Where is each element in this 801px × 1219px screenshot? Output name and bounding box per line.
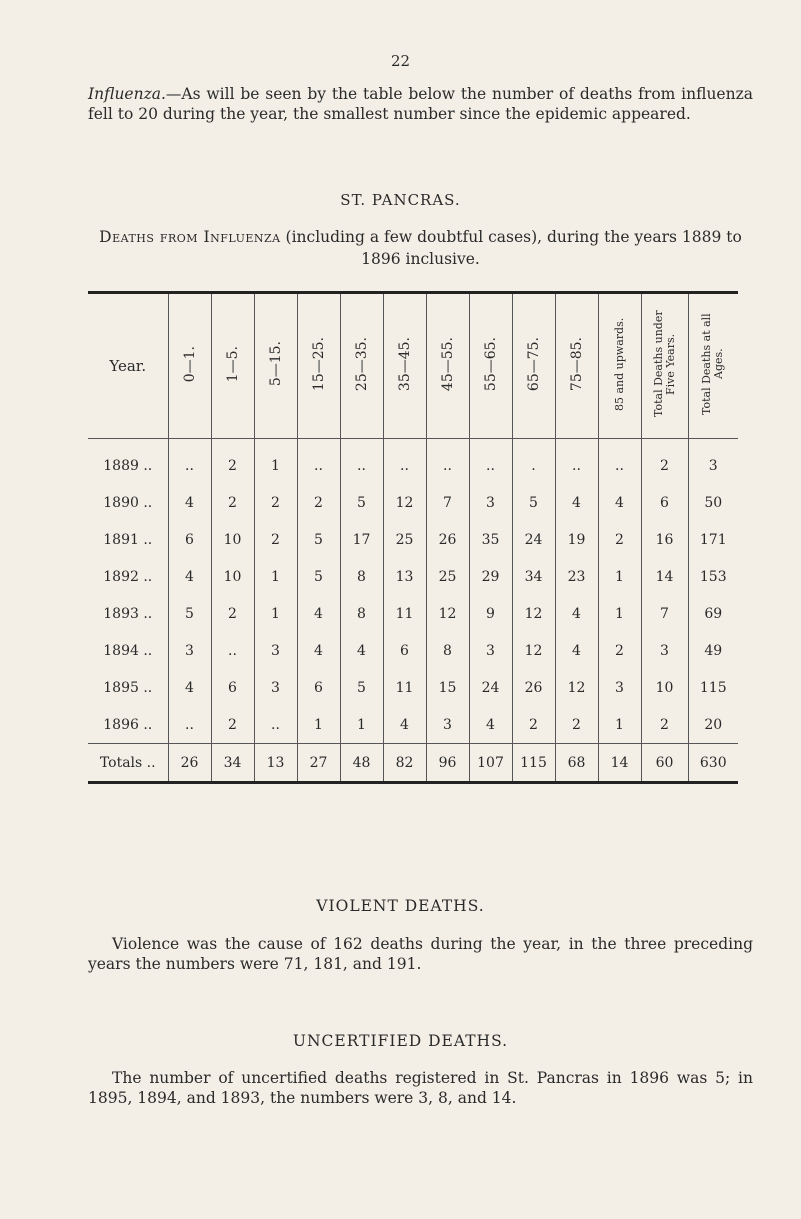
table-cell: 8 [426,632,469,669]
table-body [88,439,738,783]
column-header: 65—75. [512,293,555,439]
table-cell: 27 [297,744,340,783]
year-cell: 1889 .. [103,457,153,474]
influenza-deaths-table [88,291,738,784]
table-cell: 4 [555,595,598,632]
column-header: Year. [88,293,168,439]
year-cell: 1890 .. [103,494,153,511]
table-cell: 10 [211,521,254,558]
table-row [88,595,738,632]
uncertified-deaths-text: The number of uncertified deaths registered in St. Pancras in 1896 was 5; in 1895, 1894, and 1893, the numbers were 3, 8, and 14. [88,1069,753,1107]
table-cell: 9 [469,595,512,632]
table-cell: 5 [512,484,555,521]
table-cell: 69 [688,595,738,632]
table-cell: 34 [211,744,254,783]
table-cell: 630 [688,744,738,783]
table-cell: 4 [340,632,383,669]
table-cell: 2 [211,595,254,632]
table-row [88,484,738,521]
table-cell: 2 [211,484,254,521]
page-number: 22 [390,52,411,70]
district-heading: ST. PANCRAS. [340,191,461,209]
table-cell: 17 [340,521,383,558]
table-cell: 6 [641,484,688,521]
column-header: 45—55. [426,293,469,439]
table-cell: 4 [297,632,340,669]
table-cell: 26 [512,669,555,706]
table-cell: 1 [598,706,641,744]
table-cell: .. [555,439,598,485]
table-cell: 4 [555,484,598,521]
table-cell: 4 [598,484,641,521]
caption-rest: (including a few doubtful cases), during the years 1889 to 1896 inclusive. [280,228,742,268]
table-cell: 1 [254,439,297,485]
table-cell: 2 [211,439,254,485]
table-cell: .. [469,439,512,485]
table-cell: 3 [469,484,512,521]
table-cell: 3 [641,632,688,669]
year-cell: 1892 .. [103,568,153,585]
table-cell: 171 [688,521,738,558]
table-cell: 8 [340,558,383,595]
table-cell: 49 [688,632,738,669]
table-cell: 13 [383,558,426,595]
violent-deaths-heading: VIOLENT DEATHS. [316,897,485,915]
column-header: Total Deaths under Five Years. [641,293,688,439]
table-cell: 29 [469,558,512,595]
table-cell: 19 [555,521,598,558]
table-cell: 1 [340,706,383,744]
table-cell: 2 [555,706,598,744]
intro-text: —As will be seen by the table below the number of deaths from influenza fell to 20 during the year, the smallest number since the epidemic appeared. [88,85,753,123]
table-cell: 68 [555,744,598,783]
table-cell: 115 [512,744,555,783]
column-header: 0—1. [168,293,211,439]
table-cell: 14 [598,744,641,783]
table-cell: 16 [641,521,688,558]
table-cell: .. [383,439,426,485]
table-cell: 48 [340,744,383,783]
table-row [88,558,738,595]
table-cell: 1 [598,595,641,632]
table-cell: 10 [641,669,688,706]
table-cell: 24 [469,669,512,706]
year-cell: 1895 .. [103,679,153,696]
table-cell: 34 [512,558,555,595]
table-cell: 4 [469,706,512,744]
table-cell: 1 [297,706,340,744]
table-cell: .. [254,706,297,744]
table-cell: 153 [688,558,738,595]
table-cell: 25 [383,521,426,558]
table-cell: .. [297,439,340,485]
table-cell: 3 [469,632,512,669]
table-cell: .. [168,706,211,744]
table-cell: 7 [426,484,469,521]
table-cell: 6 [383,632,426,669]
table-cell: 12 [426,595,469,632]
table-cell: 8 [340,595,383,632]
table-cell: 15 [426,669,469,706]
table-cell: .. [340,439,383,485]
table-cell: . [512,439,555,485]
year-cell: 1896 .. [103,716,153,733]
violent-deaths-text: Violence was the cause of 162 deaths during the year, in the three preceding years the numbers were 71, 181, and 191. [88,935,753,973]
table-cell: 96 [426,744,469,783]
table-cell: 5 [340,669,383,706]
caption-lead: Deaths from Influenza [99,228,281,246]
table-cell: 2 [512,706,555,744]
column-header: 75—85. [555,293,598,439]
table-cell: 6 [297,669,340,706]
column-header: 1—5. [211,293,254,439]
table-cell: 6 [168,521,211,558]
column-header: Total Deaths at all Ages. [688,293,738,439]
table-cell: 11 [383,669,426,706]
table-cell: 12 [555,669,598,706]
table-header-row [88,293,738,439]
totals-row [88,744,738,783]
totals-label: Totals .. [88,744,168,783]
table-cell: 5 [168,595,211,632]
table-cell: 107 [469,744,512,783]
table-caption [88,226,753,270]
table-row [88,632,738,669]
table-cell: 4 [383,706,426,744]
table-cell: .. [211,632,254,669]
influenza-intro [88,84,753,124]
table-cell: 11 [383,595,426,632]
table-cell: 115 [688,669,738,706]
table-cell: 13 [254,744,297,783]
table-cell: 24 [512,521,555,558]
table-cell: 23 [555,558,598,595]
table-cell: 3 [688,439,738,485]
table-cell: 12 [512,632,555,669]
column-header: 55—65. [469,293,512,439]
table-cell: 7 [641,595,688,632]
table-cell: .. [598,439,641,485]
table-cell: 5 [297,558,340,595]
table-row [88,669,738,706]
table-cell: 5 [340,484,383,521]
table-cell: 5 [297,521,340,558]
column-header: 5—15. [254,293,297,439]
year-cell: 1893 .. [103,605,153,622]
table-row [88,521,738,558]
table-cell: .. [426,439,469,485]
table-cell: 26 [426,521,469,558]
table-cell: 4 [168,669,211,706]
table-cell: 60 [641,744,688,783]
table-cell: 3 [426,706,469,744]
year-cell: 1891 .. [103,531,153,548]
table-cell: 2 [598,632,641,669]
table-cell: 2 [254,484,297,521]
table-cell: 3 [254,632,297,669]
table-cell: 2 [598,521,641,558]
table-cell: 3 [168,632,211,669]
table-cell: 2 [641,706,688,744]
table-cell: 2 [297,484,340,521]
table-cell: 6 [211,669,254,706]
table-cell: 1 [598,558,641,595]
intro-lead: Influenza. [88,85,166,103]
table-cell: 1 [254,558,297,595]
table-cell: 12 [512,595,555,632]
table-cell: 3 [598,669,641,706]
table-row [88,439,738,485]
table-cell: 12 [383,484,426,521]
column-header: 15—25. [297,293,340,439]
table-cell: 82 [383,744,426,783]
year-cell: 1894 .. [103,642,153,659]
table-cell: 4 [168,484,211,521]
table-cell: 35 [469,521,512,558]
table-cell: 2 [211,706,254,744]
column-header: 35—45. [383,293,426,439]
table-cell: 4 [555,632,598,669]
table-cell: 1 [254,595,297,632]
table-cell: 25 [426,558,469,595]
table-cell: 3 [254,669,297,706]
table-cell: 2 [254,521,297,558]
column-header: 85 and upwards. [598,293,641,439]
table-cell: 26 [168,744,211,783]
table-cell: 4 [168,558,211,595]
table-cell: 4 [297,595,340,632]
column-header: 25—35. [340,293,383,439]
table-cell: 50 [688,484,738,521]
table-row [88,706,738,744]
table-cell: 14 [641,558,688,595]
table-cell: 20 [688,706,738,744]
table-cell: .. [168,439,211,485]
table-cell: 10 [211,558,254,595]
uncertified-deaths-heading: UNCERTIFIED DEATHS. [292,1032,509,1050]
table-cell: 2 [641,439,688,485]
